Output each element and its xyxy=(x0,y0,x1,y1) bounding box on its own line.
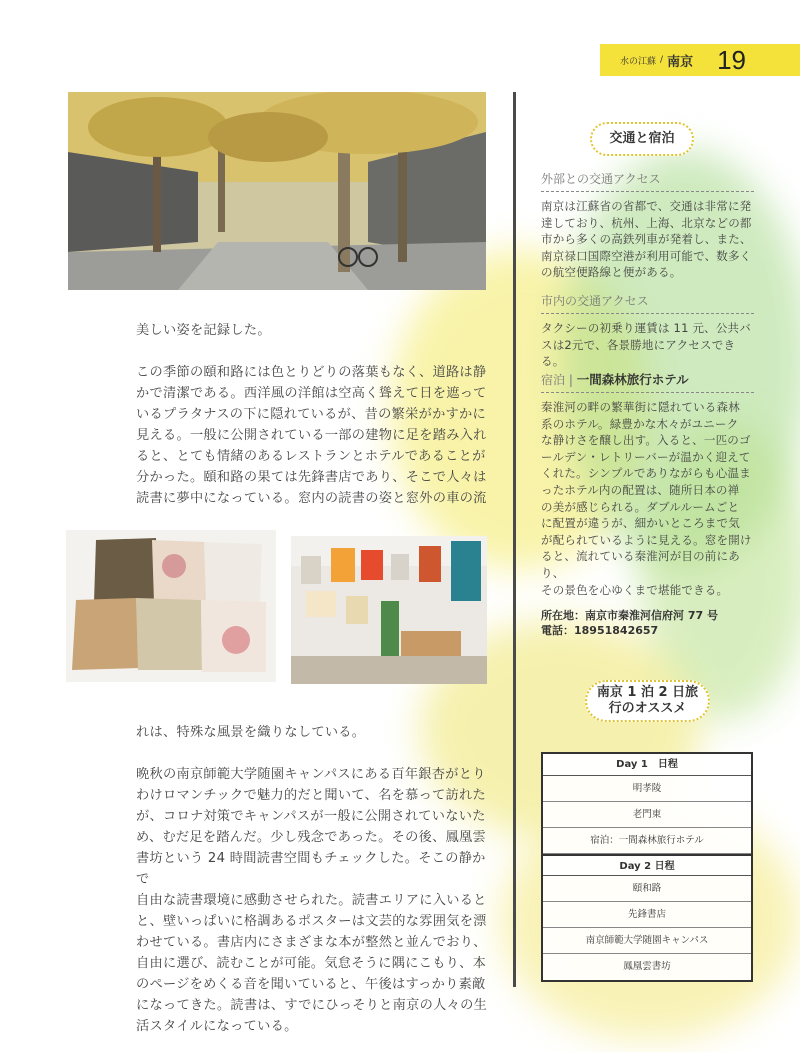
table-row: 南京師範大学随園キャンパス xyxy=(543,928,751,954)
lodging-label: 宿泊 | xyxy=(541,373,577,387)
section-kicker: 水の江蘇 xyxy=(620,56,657,67)
header-separator: / xyxy=(660,55,664,65)
section-title: 市内の交通アクセス xyxy=(541,292,754,314)
section-body: 南京は江蘇省の省都で、交通は非常に発 達しており、杭州、上海、北京などの都 市から多くの高鉄列車が発着し、また、 南京禄口国際空港が利用可能で、数多く の航空便路線と便がある。 xyxy=(541,199,752,280)
section-body: タクシーの初乗り運賃は 11 元、公共バ スは2元で、各景勝地にアクセスできる。 xyxy=(541,321,751,369)
badge-line: 南京 1 泊 2 日旅 xyxy=(596,685,699,700)
day2-header: Day 2 日程 xyxy=(543,854,751,876)
article-text-part2 xyxy=(136,722,488,1052)
itinerary-table xyxy=(541,752,753,982)
hotel-address: 所在地：南京市秦淮河信府河 77 号 xyxy=(541,609,718,623)
table-row: 明孝陵 xyxy=(543,776,751,802)
header-city: 南京 xyxy=(667,54,694,70)
paragraph: 美しい姿を記録した。 xyxy=(136,323,271,338)
transport-lodging-badge: 交通と宿泊 xyxy=(590,122,694,156)
section-title: 外部との交通アクセス xyxy=(541,170,754,192)
table-row: 頤和路 xyxy=(543,876,751,902)
lodging-section xyxy=(541,370,754,638)
column-divider xyxy=(513,92,516,987)
bookstore-photo xyxy=(291,536,487,684)
page-number: 19 xyxy=(717,44,746,75)
itinerary-badge xyxy=(585,680,710,722)
table-row: 老門東 xyxy=(543,802,751,828)
external-access-section xyxy=(541,170,754,281)
paragraph: この季節の頤和路には色とりどりの落葉もなく、道路は静 かで清潔である。西洋風の洋館は空高く聳えて日を遮って いるプラタナスの下に隠れているが、昔の繁栄がかすかに 見える。一般に公開されている一部の建物に足を踏み入れ ると、とても情緒のあるレストランとホテルであることが 分かった。頤和路の果ては先鋒書店であり、そこで人々は 読書に夢中になっている。窓内の読書の姿と窓外の車の流 xyxy=(136,365,487,506)
badge-line: 行のオススメ xyxy=(608,701,687,716)
books-photo xyxy=(66,530,276,682)
hotel-phone: 電話：18951842657 xyxy=(541,624,659,638)
street-photo xyxy=(68,92,486,290)
section-body: 秦淮河の畔の繁華街に隠れている森林 系のホテル。緑豊かな木々がユニーク な静けさを醸し出す。入ると、一匹のゴ ールデン・レトリーバーが温かく迎えて くれた。シンプルでありながらも心温ま ったホテル内の配置は、随所日本の禅 の美が感じられる。ダブルルームごと に配置が違うが、細かいところまで気 が配られているように見える。窓を開け ると、流れている秦淮河が目の前にあり、 その景色を心ゆくまで堪能できる。 xyxy=(541,400,752,597)
section-title xyxy=(541,370,754,393)
page-header xyxy=(600,44,800,76)
table-row: 先鋒書店 xyxy=(543,902,751,928)
paragraph: 晩秋の南京師範大学随園キャンパスにある百年銀杏がとり わけロマンチックで魅力的だと聞いて、名を慕って訪れた が、コロナ対策でキャンパスが一般に公開されていないた め、むだ足を踏んだ。少し残念であった。その後、鳳凰雲 書坊という 24 時間読書空間もチェックした。そこの静かで 自由な読書環境に感動させられた。読書エリアに入いると と、壁いっぱいに格調あるポスターは文芸的な雰囲気を漂 わせている。書店内にさまざまな本が整然と並んでおり、 自由に選び、読むことが可能。気怠そうに隅にこもり、本 のページをめくる音を聞いていると、午後はすっかり素敵 になってきた。読書は、すでにひっそりと南京の人々の生 活スタイルになっている。 xyxy=(136,767,488,1034)
day1-header: Day 1 日程 xyxy=(543,754,751,776)
city-access-section xyxy=(541,292,754,370)
hotel-name: 一間森林旅行ホテル xyxy=(576,372,689,387)
table-row: 宿泊：一間森林旅行ホテル xyxy=(543,828,751,854)
paragraph: れは、特殊な風景を織りなしている。 xyxy=(136,725,366,740)
table-row: 鳳凰雲書坊 xyxy=(623,961,671,972)
article-text-part1 xyxy=(136,320,488,530)
